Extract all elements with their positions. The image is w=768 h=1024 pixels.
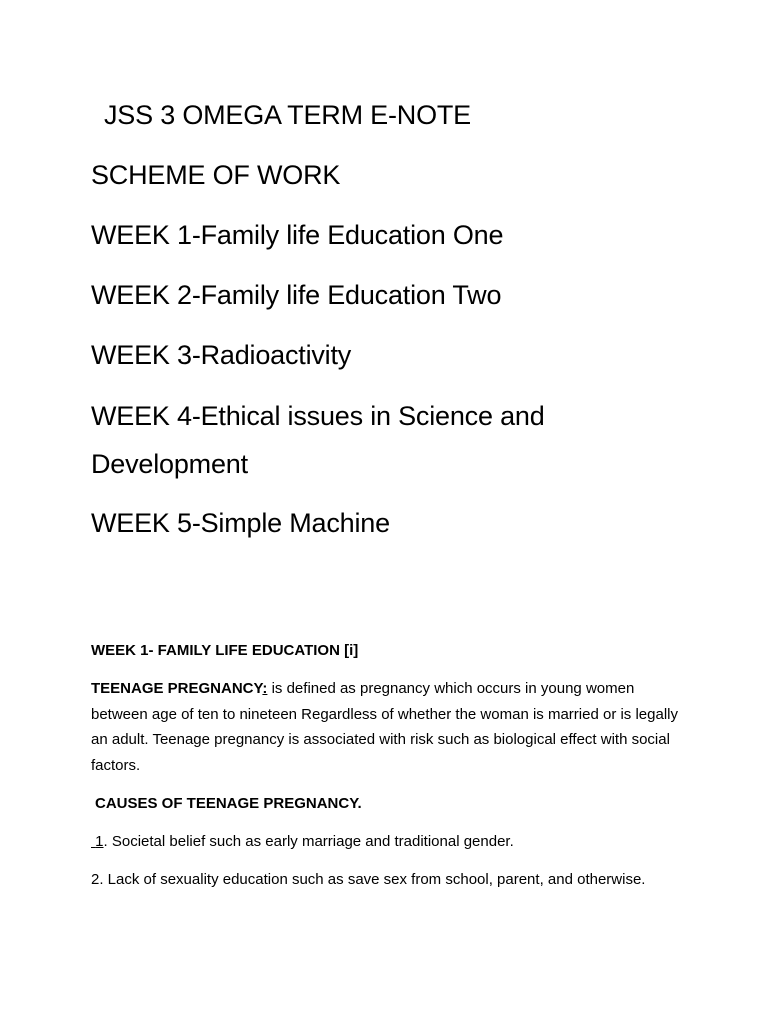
week-2-item: WEEK 2-Family life Education Two: [91, 280, 502, 310]
document-title: JSS 3 OMEGA TERM E-NOTE: [104, 100, 471, 130]
definition-term: TEENAGE PREGNANCY: [91, 680, 263, 697]
cause-item-1-text: . Societal belief such as early marriage and traditional gender.: [103, 833, 514, 850]
cause-item-1: [91, 829, 691, 855]
cause-item-1-marker: 1: [95, 833, 104, 850]
week-1-item: WEEK 1-Family life Education One: [91, 220, 504, 250]
week-3-item: WEEK 3-Radioactivity: [91, 340, 352, 370]
definition-text: is defined as pregnancy which occurs in young women between age of ten to nineteen Regardless of whether the woman is married or is legally an adult. Teenage pregnancy is associated with risk such as biological effect with social factors.: [91, 680, 678, 774]
section-heading: WEEK 1- FAMILY LIFE EDUCATION [i]: [91, 642, 359, 659]
week-5-item: WEEK 5-Simple Machine: [91, 508, 390, 538]
scheme-of-work-heading: SCHEME OF WORK: [91, 160, 341, 190]
cause-item-2: 2. Lack of sexuality education such as save sex from school, parent, and otherwise.: [91, 871, 646, 888]
causes-heading: CAUSES OF TEENAGE PREGNANCY.: [95, 795, 362, 812]
definition-separator: :: [262, 680, 268, 697]
definition-paragraph: [91, 676, 691, 778]
week-4-item: WEEK 4-Ethical issues in Science and Development: [91, 401, 545, 479]
